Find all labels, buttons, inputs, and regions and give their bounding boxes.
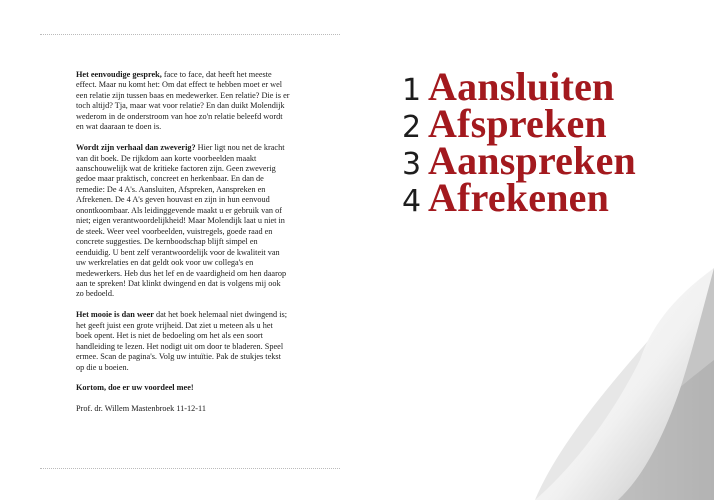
step-3-number: 3 [402, 147, 422, 182]
step-4-word: Afrekenen [428, 175, 610, 220]
paragraph-1 [76, 70, 290, 133]
step-1-number: 1 [402, 73, 422, 108]
step-2-number: 2 [402, 110, 422, 145]
paragraph-4-lead: Kortom, doe er uw voordeel mee! [76, 383, 194, 393]
paragraph-3-body: dat het boek helemaal niet dwingend is; het geeft juist een grote vrijheid. Dat ziet u meteen als u het boek opent. Het is niet de bedoeling om het als een soort handleiding te lezen. Het nodigt uit om door te bladeren. Speel ermee. Scan de pagina's. Volg uw intuïtie. Pak de stukjes tekst op die u boeien. [76, 310, 288, 372]
paragraph-3 [76, 310, 290, 373]
paragraph-1-lead: Het eenvoudige gesprek, [76, 70, 162, 79]
bottom-divider [40, 468, 340, 469]
paragraph-2-lead: Wordt zijn verhaal dan zweverig? [76, 143, 196, 153]
step-2 [402, 100, 636, 146]
signature: Prof. dr. Willem Mastenbroek 11-12-11 [76, 404, 206, 414]
paragraph-2 [76, 143, 290, 300]
four-a-list [402, 63, 636, 220]
foreword-text [76, 70, 290, 425]
step-4 [402, 174, 636, 220]
paragraph-3-lead: Het mooie is dan weer [76, 310, 154, 320]
paragraph-2-body: Hier ligt nou net de kracht van dit boek. De rijkdom aan korte voorbeelden maakt aanschouwelijk wat de kritieke factoren zijn. Geen zweverig gedoe maar praktisch, concreet en herkenbaar. En dan de remedie: De 4 A's. Aansluiten, Afspreken, Aanspreken en Afrekenen. De 4 A's geven houvast en zijn in hun eenvoud onontkoombaar. Als leidinggevende maakt u er gebruik van of niet; eigen verantwoordelijkheid! Maar Molendijk laat u niet in de steek. Weer veel voorbeelden, vuistregels, goede raad en concrete suggesties. De kernboodschap blijft simpel en eenduidig. U bent zelf verantwoordelijk voor de kwaliteit van uw werkrelaties en dat geldt ook voor uw collega's en medewerkers. Heb dus het lef en de vaardigheid om hen daarop aan te spreken! Dat klinkt dwingend en dat is volgens mij ook zo bedoeld. [76, 143, 287, 299]
paragraph-1-body: face to face, dat heeft het meeste effect. Maar nu komt het: Om dat effect te hebben moet er wel een relatie zijn tussen baas en medewerker. Een relatie? Die is er toch altijd? Tja, maar wat voor relatie? En dan duikt Molendijk wederom in de onderstroom van hoe zo'n relatie beleefd wordt en wat daaraan te doen is. [76, 70, 290, 132]
paragraph-4 [76, 383, 290, 393]
step-1-word: Aansluiten [428, 64, 615, 109]
step-3-word: Aanspreken [428, 138, 636, 183]
step-2-word: Afspreken [428, 101, 607, 146]
top-divider [40, 34, 340, 35]
step-4-number: 4 [402, 184, 422, 219]
step-3 [402, 137, 636, 183]
step-1 [402, 63, 636, 109]
